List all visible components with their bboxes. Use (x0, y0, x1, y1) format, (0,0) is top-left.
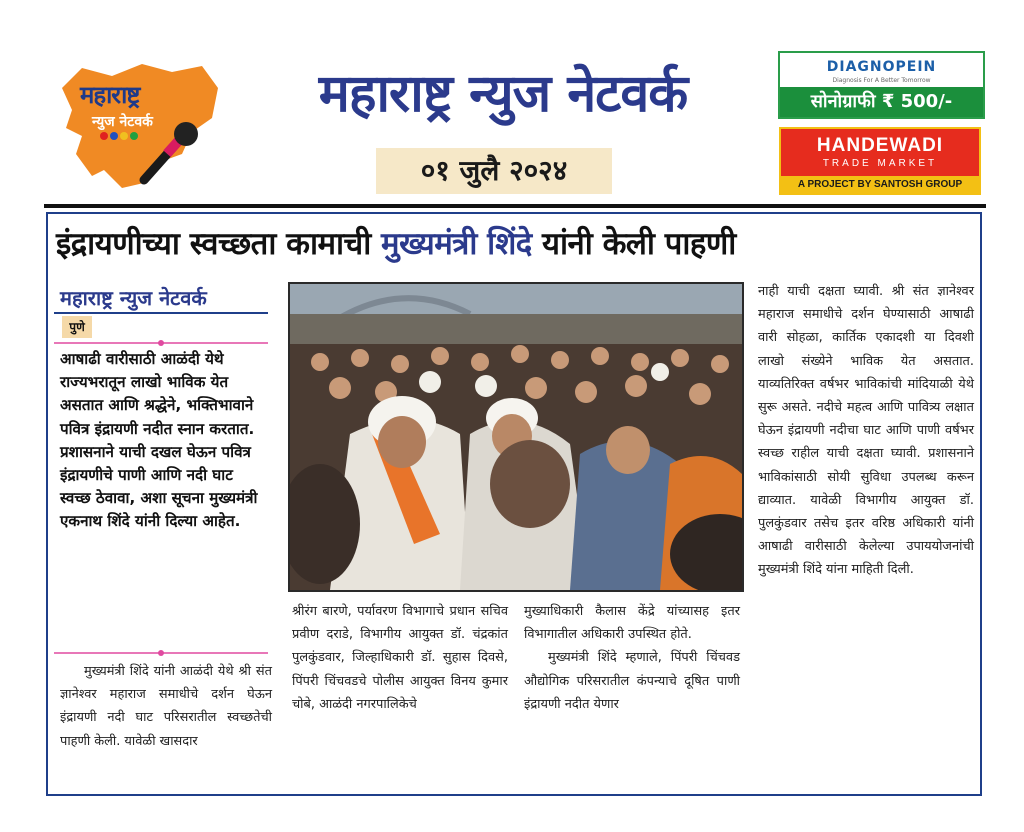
paragraph: मुख्यमंत्री शिंदे यांनी आळंदी येथे श्री संत ज्ञानेश्वर महाराज समाधीचे दर्शन घेऊन इंद्रायणी नदी घाट परिसरातील स्वच्छतेची पाहणी केली. यावेळी खासदार (60, 664, 272, 749)
ad-offer: सोनोग्राफी ₹ 500/- (780, 87, 983, 117)
publication-logo (52, 58, 222, 190)
news-photo (288, 282, 744, 592)
article-headline (56, 218, 972, 270)
article-column-3 (524, 600, 740, 716)
logo-title: महाराष्ट्र (80, 81, 140, 109)
handewadi-ad[interactable] (779, 127, 981, 195)
issue-date: ०१ जुलै २०२४ (376, 148, 612, 194)
article-column-2 (292, 600, 508, 716)
paragraph: मुख्याधिकारी कैलास केंद्रे यांच्यासह इतर विभागातील अधिकारी उपस्थित होते. (524, 604, 740, 643)
masthead-divider (44, 204, 986, 208)
ad-tagline: Diagnosis For A Better Tomorrow (832, 77, 931, 84)
logo-subtitle: न्युज नेटवर्क (92, 114, 153, 130)
paragraph: नाही याची दक्षता घ्यावी. श्री संत ज्ञानेश्वर महाराज समाधीचे दर्शन घेण्यासाठी आषाढी वारी सोहळा, कार्तिक एकादशी या दिवशी लाखो संख्येने भाविक येत असतात. याव्यतिरिक्त वर्षभर भाविकांची मांदियाळी येथे सुरू असते. नदीचे महत्व आणि पावित्र्य लक्षात घेऊन इंद्रायणी नदीचा घाट आणि पाणी वर्षभर स्वच्छ राहील याची दक्षता घ्यावी. प्रशासनाने भाविकांसाठी सोयी सुविधा उपलब्ध करून द्याव्यात. यावेळी विभागीय आयुक्त डॉ. पुलकुंडवार तसेच इतर वरिष्ठ अधिकारी यांनी आषाढी वारीसाठी केलेल्या उपाययोजनांची मुख्यमंत्री शिंदे यांना माहिती दिली. (758, 284, 974, 578)
ad-footer: A PROJECT BY SANTOSH GROUP (781, 176, 979, 193)
ad-subtitle: TRADE MARKET (822, 158, 938, 169)
ad-title: HANDEWADI (816, 135, 944, 156)
diagnopein-ad[interactable] (778, 51, 985, 119)
ad-brand: DIAGNOPEIN (826, 59, 937, 75)
byline-divider (54, 312, 268, 314)
article-column-4 (758, 280, 974, 582)
headline-highlight: मुख्यमंत्री शिंदे (381, 226, 532, 262)
ornament-divider (54, 648, 268, 658)
headline-part2: यांनी केली पाहणी (531, 226, 736, 262)
dateline-city: पुणे (62, 316, 92, 338)
ornament-divider (54, 338, 268, 348)
masthead-title: महाराष्ट्र न्युज नेटवर्क (318, 64, 688, 124)
byline: महाराष्ट्र न्युज नेटवर्क (60, 286, 207, 310)
article-column-1 (60, 660, 272, 753)
headline-part1: इंद्रायणीच्या स्वच्छता कामाची (56, 226, 382, 262)
article-lead: आषाढी वारीसाठी आळंदी येथे राज्यभरातून लाखो भाविक येत असतात आणि श्रद्धेने, भक्तिभावाने पवित्र इंद्रायणी नदीत स्नान करतात. प्रशासनाने याची दखल घेऊन पवित्र इंद्रायणीचे पाणी आणि नदी घाट स्वच्छ ठेवावा, अशा सूचना मुख्यमंत्री एकनाथ शिंदे यांनी दिल्या आहेत. (60, 350, 258, 531)
crowd-photo-illustration (290, 284, 742, 590)
paragraph: मुख्यमंत्री शिंदे म्हणाले, पिंपरी चिंचवड औद्योगिक परिसरातील कंपन्याचे दूषित पाणी इंद्रायणी नदीत येणार (524, 650, 740, 712)
paragraph: श्रीरंग बारणे, पर्यावरण विभागाचे प्रधान सचिव प्रवीण दराडे, विभागीय आयुक्त डॉ. चंद्रकांत पुलकुंडवार, जिल्हाधिकारी डॉ. सुहास दिवसे, पिंपरी चिंचवडचे पोलीस आयुक्त विनय कुमार चोबे, आळंदी नगरपालिकेचे (292, 604, 508, 712)
